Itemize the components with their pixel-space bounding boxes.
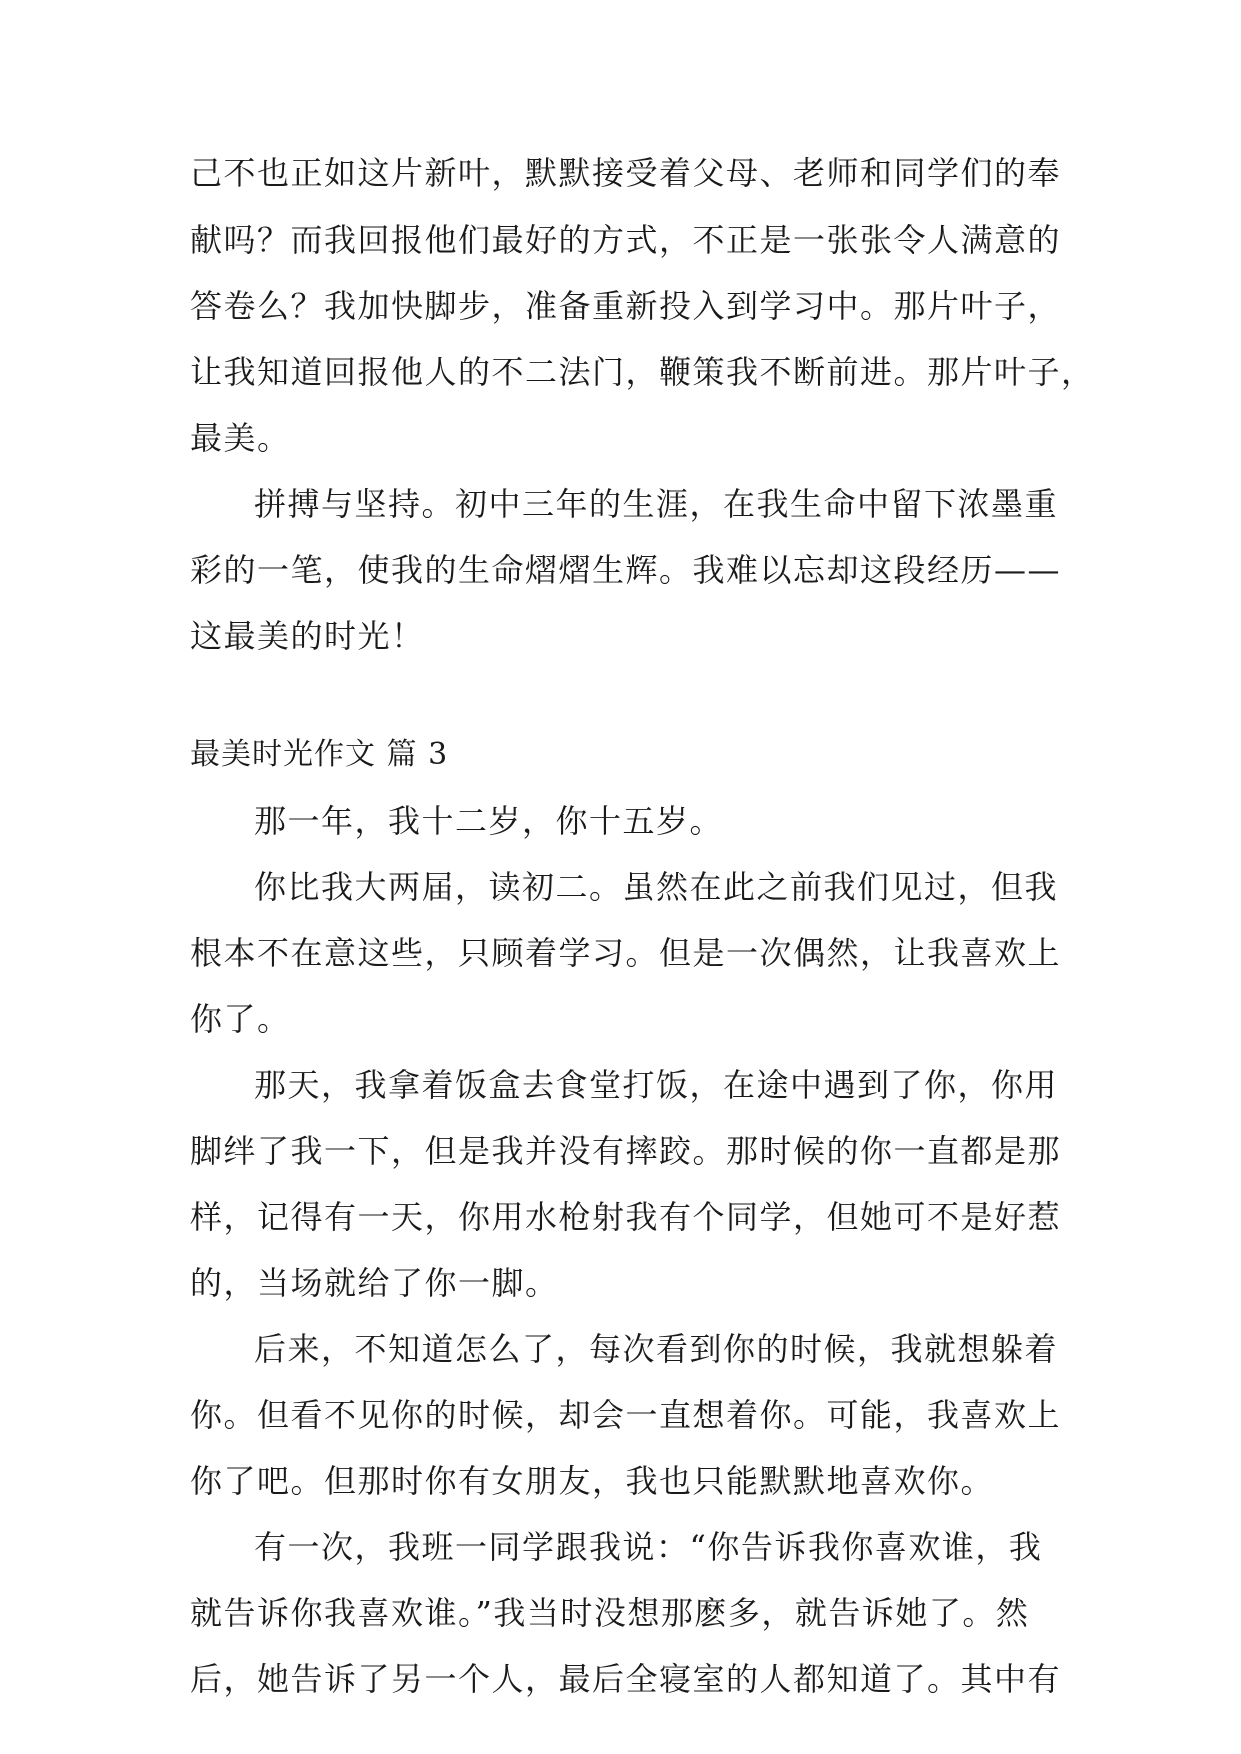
paragraph-line: 的，当场就给了你一脚。: [190, 1264, 559, 1302]
paragraph-line: 你比我大两届，读初二。虽然在此之前我们见过，但我: [254, 868, 1059, 906]
paragraph-line: 让我知道回报他人的不二法门，鞭策我不断前进。那片叶子，: [190, 353, 1095, 391]
paragraph-line: 脚绊了我一下，但是我并没有摔跤。那时候的你一直都是那: [190, 1132, 1062, 1170]
paragraph-line: 彩的一笔，使我的生命熠熠生辉。我难以忘却这段经历——: [190, 551, 1062, 589]
paragraph-line: 样，记得有一天，你用水枪射我有个同学，但她可不是好惹: [190, 1198, 1062, 1236]
paragraph-line: 就告诉你我喜欢谁。”我当时没想那麽多，就告诉她了。然: [190, 1594, 1030, 1632]
paragraph-line: 最美。: [190, 419, 291, 457]
paragraph-line: 根本不在意这些，只顾着学习。但是一次偶然，让我喜欢上: [190, 934, 1062, 972]
paragraph-line: 那天，我拿着饭盒去食堂打饭，在途中遇到了你，你用: [254, 1066, 1059, 1104]
paragraph-line: 献吗？而我回报他们最好的方式，不正是一张张令人满意的: [190, 221, 1062, 259]
paragraph-line: 答卷么？我加快脚步，准备重新投入到学习中。那片叶子，: [190, 287, 1062, 325]
paragraph-line: 你了。: [190, 1000, 291, 1038]
paragraph-line: 拼搏与坚持。初中三年的生涯，在我生命中留下浓墨重: [254, 485, 1059, 523]
paragraph-line: 那一年，我十二岁，你十五岁。: [254, 802, 724, 840]
section-heading: 最美时光作文 篇 3: [190, 737, 449, 772]
paragraph-line: 后来，不知道怎么了，每次看到你的时候，我就想躲着: [254, 1330, 1059, 1368]
paragraph-line: 你。但看不见你的时候，却会一直想着你。可能，我喜欢上: [190, 1396, 1062, 1434]
paragraph-line: 己不也正如这片新叶，默默接受着父母、老师和同学们的奉: [190, 154, 1062, 192]
paragraph-line: 后，她告诉了另一个人，最后全寝室的人都知道了。其中有: [190, 1660, 1062, 1698]
paragraph-line: 这最美的时光！: [190, 617, 425, 655]
paragraph-line: 有一次，我班一同学跟我说：“你告诉我你喜欢谁，我: [254, 1528, 1043, 1566]
paragraph-line: 你了吧。但那时你有女朋友，我也只能默默地喜欢你。: [190, 1462, 995, 1500]
